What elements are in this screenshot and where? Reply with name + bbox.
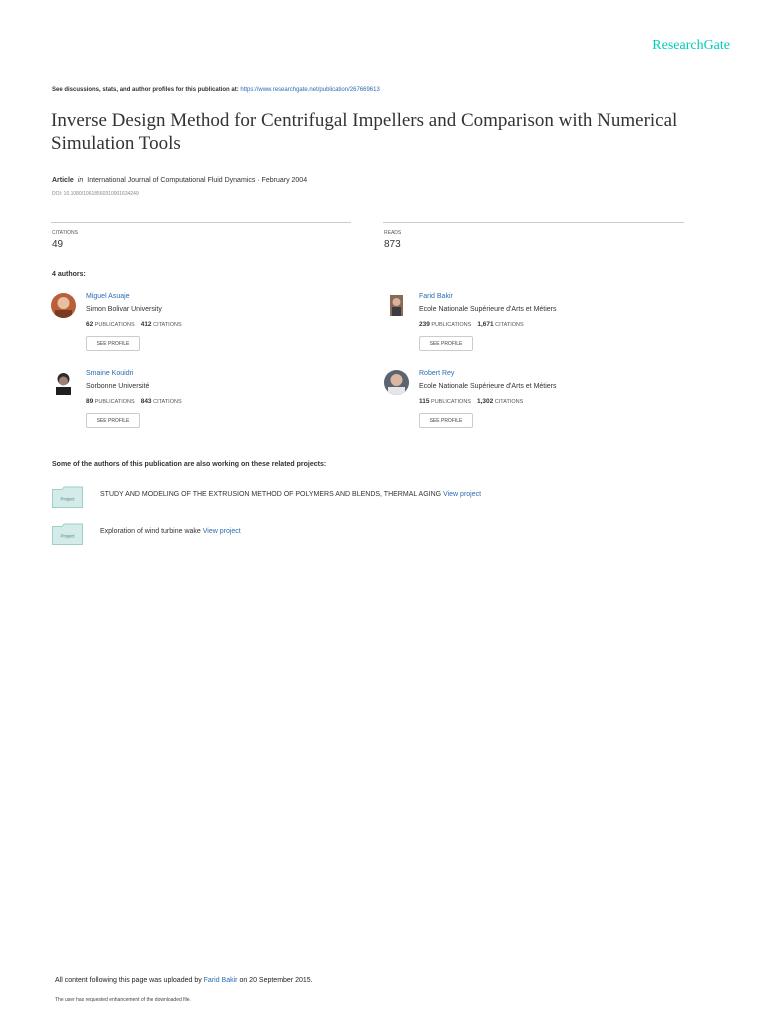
citations-label: CITATIONS bbox=[494, 399, 524, 405]
upload-suffix: on 20 September 2015. bbox=[237, 977, 313, 984]
authors-heading: 4 authors: bbox=[52, 271, 86, 278]
project-text bbox=[100, 528, 241, 535]
in-label: in bbox=[77, 177, 84, 184]
publication-url-line bbox=[52, 87, 380, 93]
publication-url-link[interactable]: https://www.researchgate.net/publication/267669613 bbox=[240, 87, 380, 93]
related-projects-heading: Some of the authors of this publication are also working on these related projects: bbox=[52, 461, 327, 468]
article-type: Article bbox=[52, 177, 74, 184]
reads-value: 873 bbox=[384, 239, 401, 250]
author-avatar[interactable] bbox=[384, 370, 409, 395]
project-icon-label: Project bbox=[60, 533, 75, 539]
author-avatar[interactable] bbox=[51, 293, 76, 318]
journal-info: International Journal of Computational Fluid Dynamics · February 2004 bbox=[87, 177, 308, 184]
citations-label: CITATIONS bbox=[153, 399, 182, 405]
see-profile-button[interactable]: SEE PROFILE bbox=[419, 336, 473, 351]
author-stats bbox=[86, 398, 182, 405]
author-name-link[interactable]: Farid Bakir bbox=[419, 293, 453, 300]
publications-label: PUBLICATIONS bbox=[94, 399, 135, 405]
reads-label: READS bbox=[384, 230, 402, 236]
project-folder-icon bbox=[52, 486, 83, 508]
citations-value: 49 bbox=[52, 239, 64, 250]
author-card bbox=[51, 370, 351, 434]
author-stats bbox=[419, 398, 523, 405]
see-profile-button[interactable]: SEE PROFILE bbox=[419, 413, 473, 428]
upload-prefix: All content following this page was uploaded by bbox=[55, 977, 204, 984]
project-folder-icon bbox=[52, 523, 83, 545]
citations-count: 1,671 bbox=[477, 321, 494, 328]
project-text bbox=[100, 491, 481, 498]
doi: DOI: 10.1080/10618560310001634249 bbox=[52, 191, 139, 197]
author-institution: Ecole Nationale Supérieure d'Arts et Métiers bbox=[419, 383, 557, 390]
publications-label: PUBLICATIONS bbox=[431, 322, 472, 328]
publications-count: 89 bbox=[86, 398, 94, 405]
citations-label: CITATIONS bbox=[495, 322, 524, 328]
project-title: STUDY AND MODELING OF THE EXTRUSION METHOD OF POLYMERS AND BLENDS, THERMAL AGING bbox=[100, 491, 444, 498]
divider-reads bbox=[383, 222, 684, 223]
upload-info bbox=[55, 977, 313, 984]
see-discussions-text: See discussions, stats, and author profiles for this publication at: bbox=[52, 87, 241, 93]
author-institution: Simon Bolivar University bbox=[86, 306, 162, 313]
divider-citations bbox=[51, 222, 351, 223]
researchgate-logo[interactable]: ResearchGate bbox=[652, 38, 730, 53]
publication-title: Inverse Design Method for Centrifugal Impellers and Comparison with Numerical Simulation Tools bbox=[51, 110, 678, 154]
citations-count: 843 bbox=[140, 398, 152, 405]
author-stats bbox=[419, 321, 524, 328]
author-card bbox=[51, 293, 351, 357]
author-name-link[interactable]: Smaine Kouidri bbox=[86, 370, 134, 377]
author-institution: Ecole Nationale Supérieure d'Arts et Métiers bbox=[419, 306, 557, 313]
view-project-link[interactable]: View project bbox=[443, 491, 482, 498]
publications-count: 239 bbox=[419, 321, 430, 328]
author-card bbox=[384, 370, 684, 434]
citations-label: CITATIONS bbox=[153, 322, 182, 328]
view-project-link[interactable]: View project bbox=[202, 528, 241, 535]
publications-count: 62 bbox=[86, 321, 94, 328]
author-name-link[interactable]: Miguel Asuaje bbox=[86, 293, 130, 300]
project-item bbox=[52, 486, 692, 510]
uploader-link[interactable]: Farid Bakir bbox=[203, 977, 238, 984]
author-avatar[interactable] bbox=[384, 293, 409, 318]
author-avatar[interactable] bbox=[51, 370, 76, 395]
author-card bbox=[384, 293, 684, 357]
see-profile-button[interactable]: SEE PROFILE bbox=[86, 336, 140, 351]
see-profile-button[interactable]: SEE PROFILE bbox=[86, 413, 140, 428]
publication-meta bbox=[52, 177, 307, 184]
publications-count: 115 bbox=[419, 398, 430, 405]
project-item bbox=[52, 523, 692, 547]
author-name-link[interactable]: Robert Rey bbox=[419, 370, 455, 377]
project-title: Exploration of wind turbine wake bbox=[100, 528, 203, 535]
publications-label: PUBLICATIONS bbox=[431, 399, 471, 405]
citations-count: 1,302 bbox=[476, 398, 494, 405]
project-icon-label: Project bbox=[60, 496, 75, 502]
enhancement-note: The user has requested enhancement of the downloaded file. bbox=[55, 997, 191, 1003]
author-institution: Sorbonne Université bbox=[86, 383, 150, 390]
author-stats bbox=[86, 321, 182, 328]
citations-count: 412 bbox=[140, 321, 152, 328]
publications-label: PUBLICATIONS bbox=[94, 322, 135, 328]
citations-label: CITATIONS bbox=[52, 230, 78, 236]
